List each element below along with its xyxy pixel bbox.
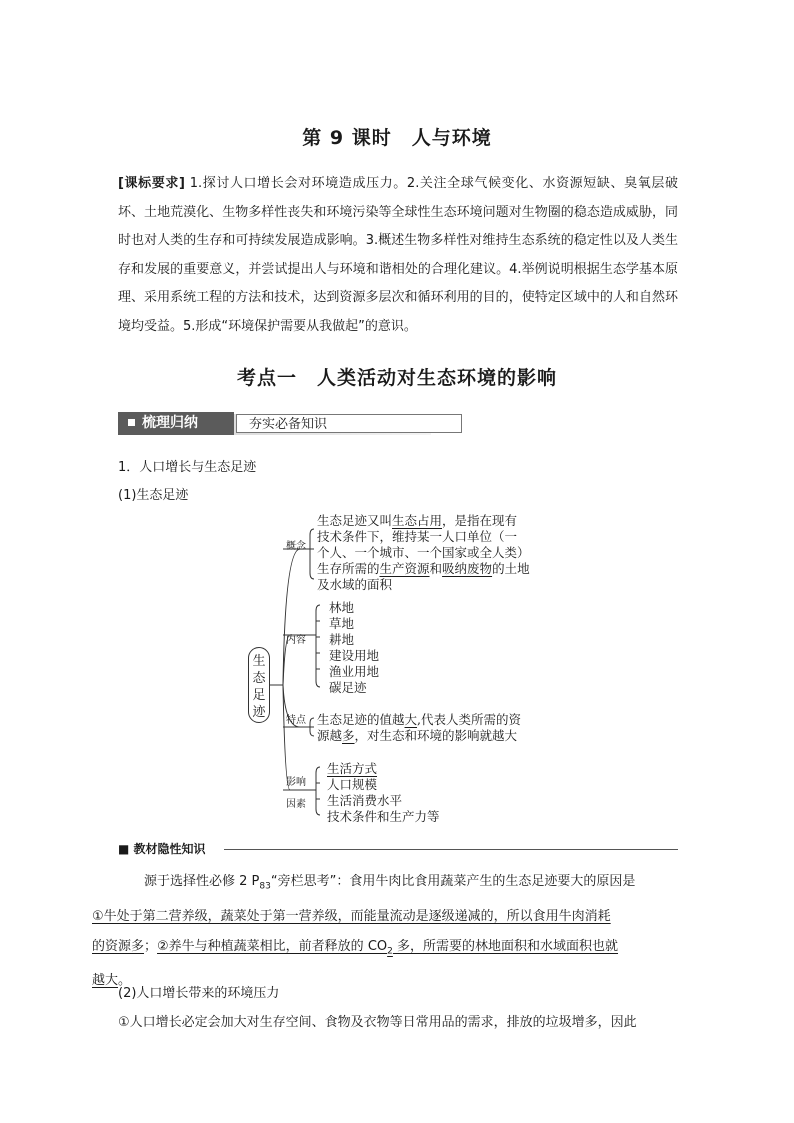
root-char: 态 <box>252 671 266 686</box>
curriculum-requirements <box>118 170 678 341</box>
mindmap-root <box>248 647 270 723</box>
factor-item: 生活方式 <box>327 761 378 776</box>
requirements-text: 1.探讨人口增长会对环境造成压力。2.关注全球气候变化、水资源短缺、臭氧层破坏、土地荒漠化、生物多样性丧失和环境污染等全球性生态环境问题对生物圈的稳态造成威胁，同时也对人类的生存和可持续发展造成影响。3.概述生物多样性对维持生态系统的稳定性以及人类生存和发展的重要意义，并尝试提出人与环境和谐相处的合理化建议。4.举例说明根据生态学基本原理、采用系统工程的方法和技术，达到资源多层次和循环利用的目的，使特定区域中的人和自然环境均受益。5.形成“环境保护需要从我做起”的意识。 <box>118 176 678 334</box>
content-item: 渔业用地 <box>329 664 380 679</box>
factor-item: 人口规模 <box>327 777 378 792</box>
factor-item: 生活消费水平 <box>327 793 403 808</box>
population-pressure-paragraph: ①人口增长必定会加大对生存空间、食物及衣物等日常用品的需求，排放的垃圾增多，因此 <box>118 1015 637 1030</box>
square-icon <box>128 419 135 426</box>
label-factor-2: 因素 <box>286 799 306 810</box>
requirements-tag: [课标要求] <box>118 176 185 191</box>
content-item: 建设用地 <box>329 648 380 663</box>
root-char: 足 <box>252 688 266 703</box>
heading-ecological-footprint: (1)生态足迹 <box>118 488 189 503</box>
content-item: 碳足迹 <box>329 680 367 695</box>
root-char: 生 <box>252 654 266 669</box>
divider <box>224 849 678 850</box>
label-feature: 特点 <box>286 715 306 726</box>
concept-line-5: 及水域的面积 <box>317 577 393 592</box>
banner-dark-label <box>118 412 234 435</box>
content-item: 耕地 <box>329 632 355 647</box>
hidden-knowledge-paragraph: 源于选择性必修 2 $P_{83}“$旁栏思考”：食用牛肉比食用蔬菜产生的生态足迹要大的原因是 ①牛处于第二营养级，蔬菜处于第一营养级，而能量流动是逐级递减的，所以食用牛肉消耗 的资源多；②养牛与种植蔬菜相比，前者释放的 $CO_2$ 多，所需要的林地面积和水域面积也就 越大。 <box>92 874 636 989</box>
label-concept: 概念 <box>286 541 306 552</box>
label-factor-1: 影响 <box>286 777 306 788</box>
concept-line-3: 个人、一个城市、一个国家或全人类） <box>317 545 530 560</box>
hidden-knowledge-header <box>118 840 678 860</box>
hidden-knowledge-label: ■ 教材隐性知识 <box>118 842 206 856</box>
heading-population-pressure: (2)人口增长带来的环境压力 <box>118 986 280 1001</box>
concept-line-2: 技术条件下，维持某一人口单位（一 <box>317 529 518 544</box>
feature-line-1: 生态足迹的值越大,代表人类所需的资 <box>317 712 522 727</box>
page-title: 第 9 课时 人与环境 <box>302 127 492 149</box>
heading-population: 1．人口增长与生态足迹 <box>118 460 257 475</box>
banner-light-label: 夯实必备知识 <box>236 414 462 433</box>
banner-dark-text: 梳理归纳 <box>142 415 198 431</box>
feature-line-2: 源越多，对生态和环境的影响就越大 <box>317 728 518 743</box>
section-title: 考点一 人类活动对生态环境的影响 <box>236 367 557 389</box>
content-item: 草地 <box>329 616 355 631</box>
content-item: 林地 <box>329 600 355 615</box>
root-char: 迹 <box>252 705 266 720</box>
label-content: 内容 <box>286 635 306 646</box>
section-banner <box>118 412 431 437</box>
factor-item: 技术条件和生产力等 <box>327 809 440 824</box>
ecological-footprint-mindmap <box>230 505 590 830</box>
concept-line-4: 生存所需的生产资源和吸纳废物的土地 <box>317 561 530 576</box>
concept-line-1: 生态足迹又叫生态占用，是指在现有 <box>317 513 518 528</box>
